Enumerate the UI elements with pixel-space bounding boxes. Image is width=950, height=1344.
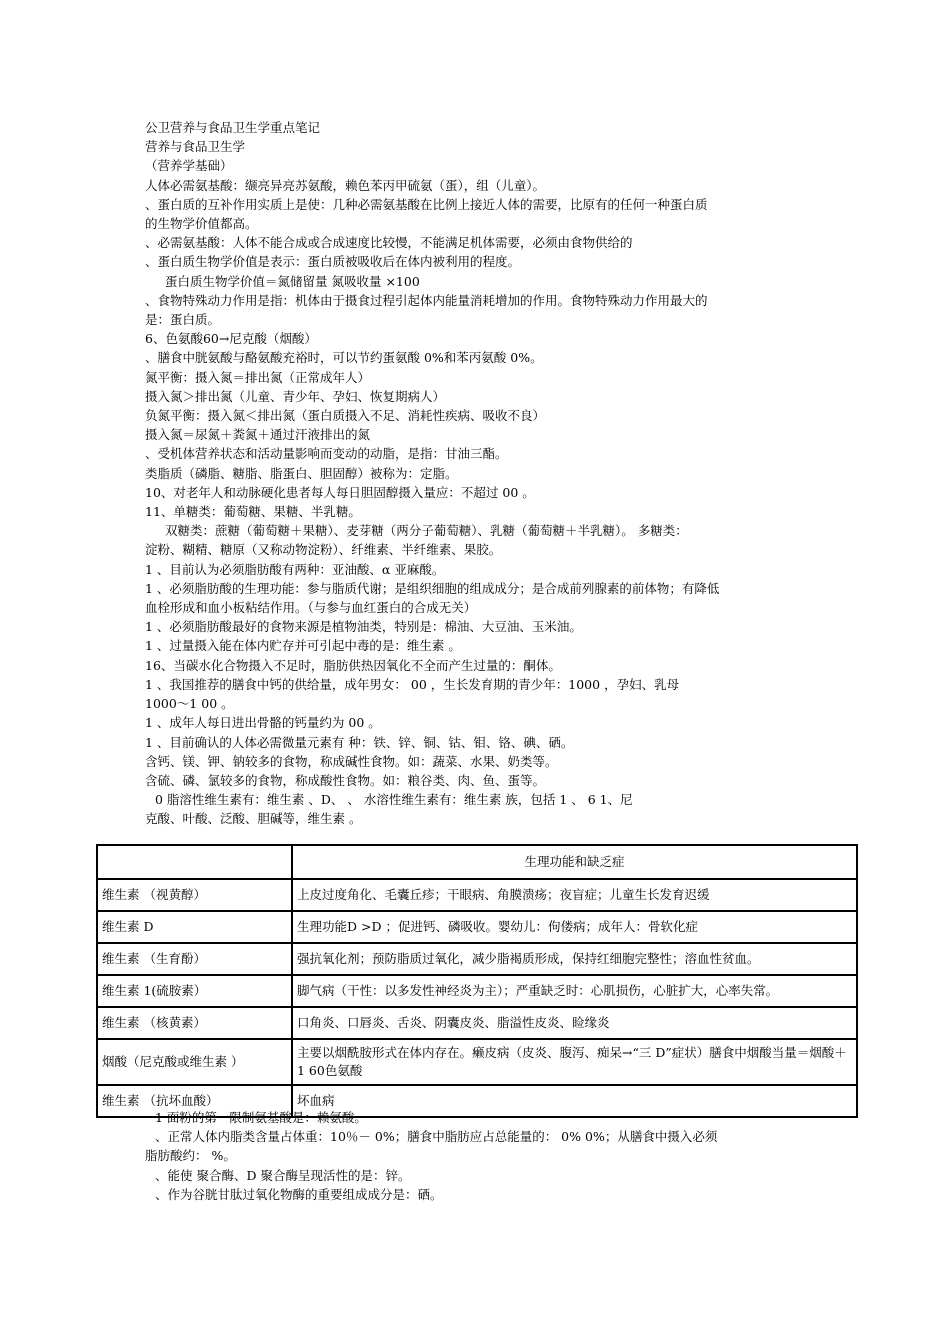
text-line: 是：蛋白质。 [145, 312, 221, 328]
function-cell: 口角炎、口唇炎、舌炎、阴囊皮炎、脂溢性皮炎、睑缘炎 [292, 1007, 857, 1039]
text-line: 、作为谷胱甘肽过氧化物酶的重要组成成分是：硒。 [155, 1186, 443, 1202]
text-line: 1 面粉的第一限制氨基酸是：赖氨酸。 [155, 1110, 367, 1125]
text-line: 、能使 聚合酶、D 聚合酶呈现活性的是：锌。 [155, 1167, 411, 1183]
vitamin-name-cell: 烟酸（尼克酸或维生素 ） [97, 1039, 292, 1085]
text-line: 1 、成年人每日进出骨骼的钙量约为 00 。 [145, 715, 381, 731]
doc-title: 公卫营养与食品卫生学重点笔记 [145, 120, 321, 135]
function-cell: 脚气病（干性：以多发性神经炎为主）；严重缺乏时：心肌损伤，心脏扩大，心率失常。 [292, 975, 857, 1007]
text-line: 、必需氨基酸：人体不能合成或合成速度比较慢，不能满足机体需要，必须由食物供给的 [145, 235, 633, 251]
table-row [97, 911, 857, 943]
vitamin-name-cell: 维生素 （核黄素） [97, 1007, 292, 1039]
text-line: 蛋白质生物学价值＝氮储留量 氮吸收量 ×100 [165, 273, 420, 289]
text-line: 含钙、镁、钾、钠较多的食物，称成碱性食物。如：蔬菜、水果、奶类等。 [145, 753, 558, 769]
table-header-cell [97, 845, 292, 879]
text-line: 、蛋白质的互补作用实质上是使：几种必需氨基酸在比例上接近人体的需要，比原有的任何一种蛋白质 [145, 196, 708, 212]
text-line: 1 、必须脂肪酸最好的食物来源是植物油类，特别是：棉油、大豆油、玉米油。 [145, 619, 582, 635]
text-line: 、受机体营养状态和活动量影响而变动的动脂，是指：甘油三酯。 [145, 446, 508, 462]
text-line: 淀粉、糊精、糖原（又称动物淀粉）、纤维素、半纤维素、果胶。 [145, 542, 502, 558]
notes-continued [145, 1108, 815, 1204]
text-line: 血栓形成和血小板粘结作用。（与参与血红蛋白的合成无关） [145, 600, 477, 616]
table-row [97, 1039, 857, 1085]
text-line: 摄入氮＝尿氮＋粪氮＋通过汗液排出的氮 [145, 427, 371, 443]
vitamin-name-cell: 维生素 1(硫胺素） [97, 975, 292, 1007]
text-line: 、膳食中胱氨酸与酪氨酸充裕时，可以节约蛋氨酸 0%和苯丙氨酸 0%。 [145, 350, 543, 366]
notes-body [145, 118, 815, 829]
function-cell: 上皮过度角化、毛囊丘疹；干眼病、角膜溃疡；夜盲症；儿童生长发育迟缓 [292, 879, 857, 911]
function-cell: 生理功能D >D ；促进钙、磷吸收。婴幼儿：佝偻病；成年人：骨软化症 [292, 911, 857, 943]
vitamin-table [96, 844, 858, 1118]
table-row [97, 975, 857, 1007]
table-row [97, 1007, 857, 1039]
text-line: 1 、我国推荐的膳食中钙的供给量，成年男女： 00 ，生长发育期的青少年：1000 ，孕妇、乳母 [145, 676, 680, 692]
function-cell: 强抗氧化剂；预防脂质过氧化，减少脂褐质形成，保持红细胞完整性；溶血性贫血。 [292, 943, 857, 975]
doc-subtitle: 营养与食品卫生学 [145, 139, 246, 155]
table-header-row [97, 845, 857, 879]
section-heading: （营养学基础） [145, 158, 233, 174]
text-line: 人体必需氨基酸：缬亮异亮苏氨酸，赖色苯丙甲硫氨（蛋），组（儿童）。 [145, 177, 546, 193]
text-line: 0 脂溶性维生素有：维生素 、D、 、 水溶性维生素有：维生素 族，包括 1 、 6 1、尼 [155, 792, 633, 808]
table-header-cell: 生理功能和缺乏症 [292, 845, 857, 879]
text-line: 、蛋白质生物学价值是表示：蛋白质被吸收后在体内被利用的程度。 [145, 254, 521, 270]
text-line: 11、单糖类：葡萄糖、果糖、半乳糖。 [145, 504, 361, 520]
text-line: 1 、目前认为必须脂肪酸有两种：亚油酸、α 亚麻酸。 [145, 561, 445, 577]
function-cell: 坏血病 [292, 1085, 857, 1117]
text-line: 双糖类：蔗糖（葡萄糖＋果糖）、麦芽糖（两分子葡萄糖）、乳糖（葡萄糖＋半乳糖）。 多糖类： [165, 523, 688, 539]
table-row [97, 943, 857, 975]
text-line: 的生物学价值都高。 [145, 216, 258, 232]
vitamin-name-cell: 维生素 D [97, 911, 292, 943]
table-row [97, 879, 857, 911]
text-line: 6、色氨酸60→尼克酸（烟酸） [145, 331, 317, 347]
text-line: 、正常人体内脂类含量占体重：10％－ 0%；膳食中脂肪应占总能量的： 0% 0%；从膳食中摄入必须 [155, 1129, 718, 1145]
text-line: 脂肪酸约： %。 [145, 1148, 236, 1164]
text-line: 类脂质（磷脂、糖脂、脂蛋白、胆固醇）被称为：定脂。 [145, 465, 458, 481]
text-line: 克酸、叶酸、泛酸、胆碱等，维生素 。 [145, 811, 362, 827]
text-line: 10、对老年人和动脉硬化患者每人每日胆固醇摄入量应：不超过 00 。 [145, 484, 535, 500]
vitamin-name-cell: 维生素 （生育酚） [97, 943, 292, 975]
vitamin-name-cell: 维生素 （抗坏血酸） [97, 1085, 292, 1117]
text-line: 1 、必须脂肪酸的生理功能：参与脂质代谢；是组织细胞的组成成分；是合成前列腺素的前体物；有降低 [145, 580, 720, 596]
text-line: 含硫、磷、氯较多的食物，称成酸性食物。如：粮谷类、肉、鱼、蛋等。 [145, 772, 546, 788]
function-cell: 主要以烟酰胺形式在体内存在。癞皮病（皮炎、腹泻、痴呆→“三 D”症状）膳食中烟酸当量＝烟酸＋1 60色氨酸 [292, 1039, 857, 1085]
text-line: 摄入氮＞排出氮（儿童、青少年、孕妇、恢复期病人） [145, 388, 446, 404]
vitamin-name-cell: 维生素 （视黄醇） [97, 879, 292, 911]
text-line: 1 、目前确认的人体必需微量元素有 种：铁、锌、铜、钴、钼、铬、碘、硒。 [145, 734, 574, 750]
text-line: 1 、过量摄入能在体内贮存并可引起中毒的是：维生素 。 [145, 638, 461, 654]
text-line: 1000～1 00 。 [145, 696, 234, 712]
text-line: 氮平衡：摄入氮＝排出氮（正常成年人） [145, 369, 371, 385]
text-line: 16、当碳水化合物摄入不足时，脂肪供热因氧化不全而产生过量的：酮体。 [145, 657, 561, 673]
text-line: 负氮平衡：摄入氮＜排出氮（蛋白质摄入不足、消耗性疾病、吸收不良） [145, 408, 546, 424]
text-line: 、食物特殊动力作用是指：机体由于摄食过程引起体内能量消耗增加的作用。食物特殊动力作用最大的 [145, 292, 708, 308]
